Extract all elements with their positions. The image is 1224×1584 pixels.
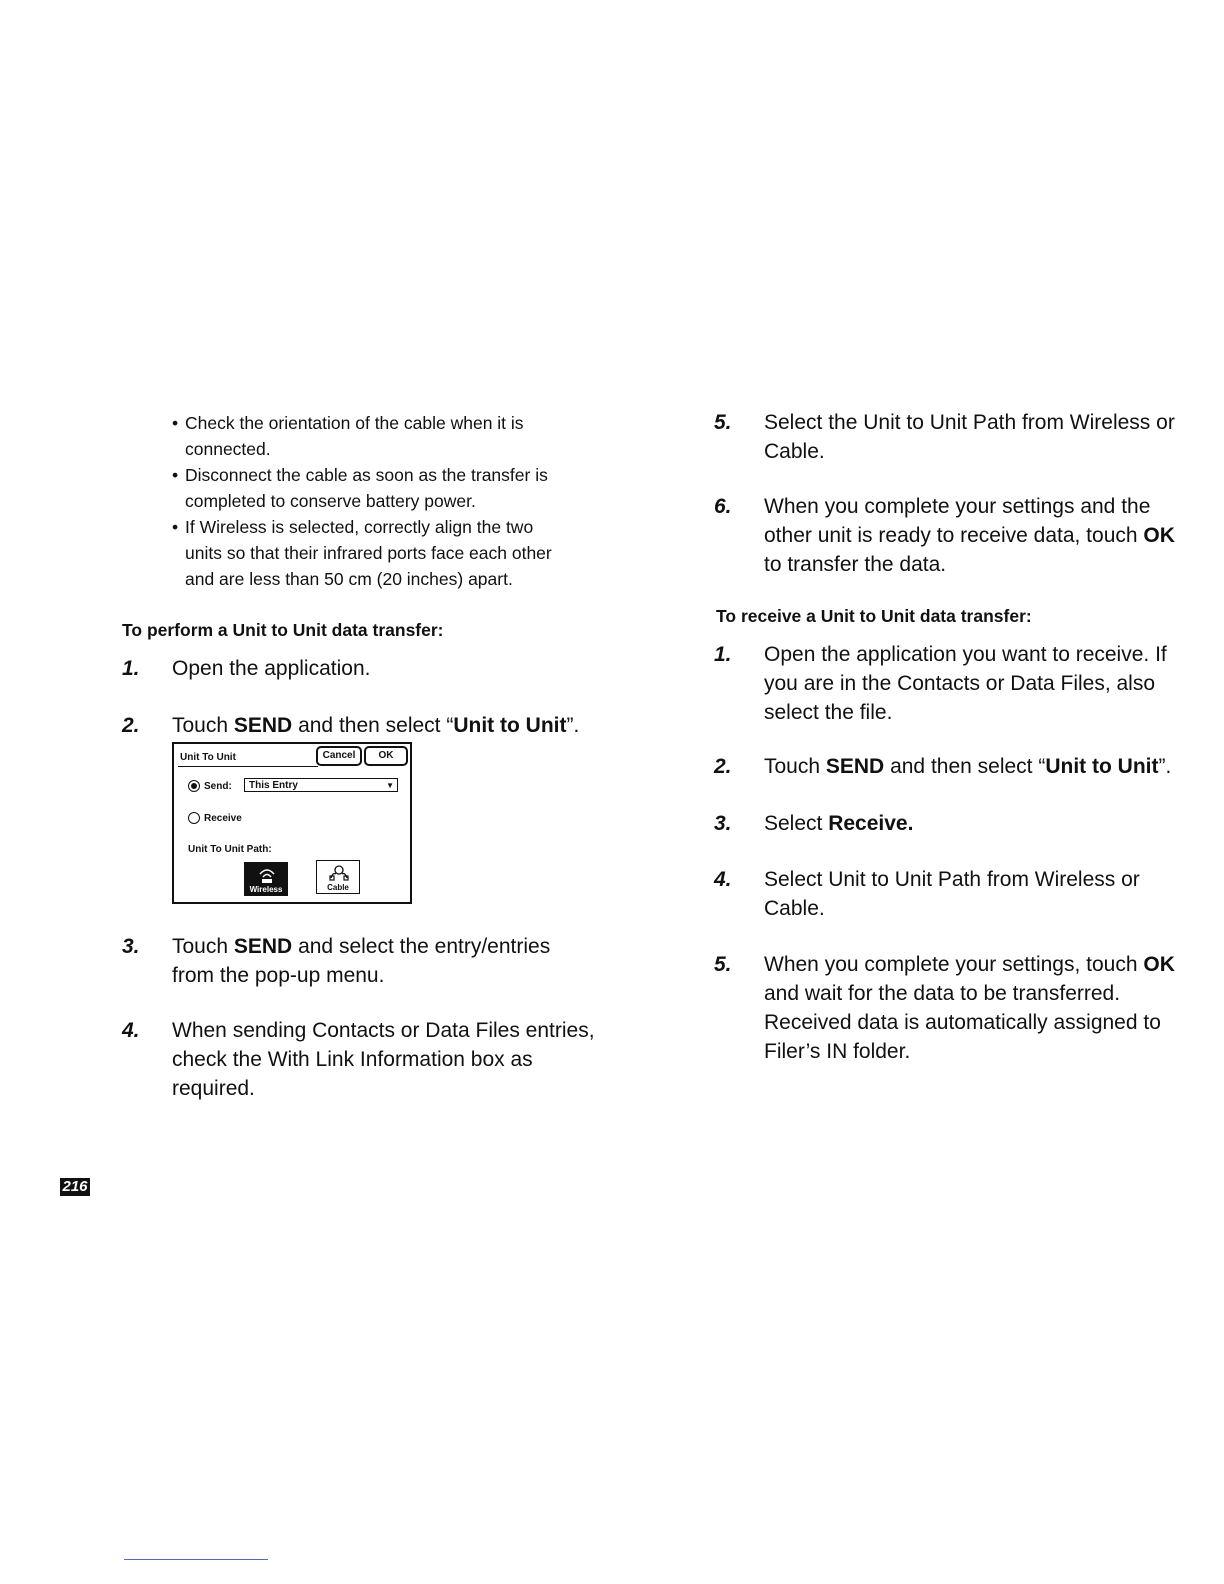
caution-bullet-list <box>172 410 612 592</box>
wireless-label: Wireless <box>249 885 283 894</box>
step-item <box>714 492 1204 582</box>
unit-to-unit-keyword: Unit to Unit <box>453 714 567 737</box>
step-text: Cable. <box>764 440 825 463</box>
step-number: 1. <box>714 643 732 666</box>
unit-to-unit-dialog <box>172 742 412 904</box>
step-item <box>714 950 1204 1070</box>
step-item <box>714 809 1204 839</box>
step-item <box>122 654 622 684</box>
step-text: Open the application you want to receive. If <box>764 643 1167 666</box>
step-text: and then select “ <box>884 755 1046 778</box>
step-number: 1. <box>122 657 140 680</box>
send-label: Send: <box>204 781 232 792</box>
bullet-item <box>172 514 612 592</box>
step-text: Cable. <box>764 897 825 920</box>
ok-button[interactable]: OK <box>364 746 408 766</box>
bullet-dot: • <box>172 517 179 537</box>
step-number: 5. <box>714 953 732 976</box>
step-text: When sending Contacts or Data Files entries, <box>172 1019 595 1042</box>
send-radio[interactable] <box>188 780 200 792</box>
wireless-path-button[interactable] <box>244 862 288 896</box>
step-item <box>122 711 622 741</box>
step-text: Select the Unit to Unit Path from Wireless or <box>764 411 1175 434</box>
step-text: check the With Link Information box as <box>172 1048 533 1071</box>
step-text: and then select “ <box>292 714 454 737</box>
send-keyword: SEND <box>233 714 293 737</box>
step-number: 3. <box>714 812 732 835</box>
cable-path-button[interactable] <box>316 860 360 894</box>
step-text: ”. <box>1158 755 1172 778</box>
step-text: When you complete your settings and the <box>764 495 1151 518</box>
step-text: ”. <box>566 714 580 737</box>
bullet-dot: • <box>172 465 179 485</box>
step-number: 4. <box>122 1019 140 1042</box>
bullet-line: completed to conserve battery power. <box>185 491 476 511</box>
page-number: 216 <box>60 1178 90 1196</box>
section-heading-receive: To receive a Unit to Unit data transfer: <box>716 606 1032 626</box>
step-text: required. <box>172 1077 255 1100</box>
step-number: 5. <box>714 411 732 434</box>
cancel-button[interactable]: Cancel <box>316 746 362 766</box>
send-select[interactable] <box>244 778 398 792</box>
bullet-line: units so that their infrared ports face each other <box>185 543 552 563</box>
step-text: select the file. <box>764 701 893 724</box>
step-text: Touch <box>172 714 234 737</box>
step-item <box>714 865 1204 925</box>
step-text: When you complete your settings, touch <box>764 953 1144 976</box>
step-number: 4. <box>714 868 732 891</box>
receive-keyword: Receive. <box>828 812 914 835</box>
receive-radio[interactable] <box>188 812 200 824</box>
step-number: 3. <box>122 935 140 958</box>
dialog-title-divider <box>178 766 318 767</box>
step-item <box>122 1016 622 1106</box>
step-item <box>122 932 622 992</box>
bullet-line: If Wireless is selected, correctly align the two <box>185 517 534 537</box>
bullet-line: Disconnect the cable as soon as the transfer is <box>185 465 548 485</box>
ok-keyword: OK <box>1143 953 1175 976</box>
receive-label: Receive <box>204 813 242 824</box>
step-number: 2. <box>122 714 140 737</box>
unit-to-unit-keyword: Unit to Unit <box>1045 755 1159 778</box>
step-text: Select <box>764 812 829 835</box>
bullet-item <box>172 462 612 514</box>
path-label: Unit To Unit Path: <box>188 844 272 855</box>
wireless-icon <box>257 866 277 884</box>
send-keyword: SEND <box>233 935 293 958</box>
step-item <box>714 640 1204 730</box>
step-item <box>714 408 1204 468</box>
step-text: and select the entry/entries <box>292 935 551 958</box>
ok-keyword: OK <box>1143 524 1175 547</box>
step-text: Open the application. <box>172 657 371 680</box>
chevron-down-icon: ▼ <box>386 781 394 790</box>
send-keyword: SEND <box>825 755 885 778</box>
step-text: Select Unit to Unit Path from Wireless or <box>764 868 1140 891</box>
section-heading-send: To perform a Unit to Unit data transfer: <box>122 620 444 640</box>
step-text: to transfer the data. <box>764 553 947 576</box>
step-text: you are in the Contacts or Data Files, also <box>764 672 1156 695</box>
bullet-line: and are less than 50 cm (20 inches) apart. <box>185 569 513 589</box>
step-text: and wait for the data to be transferred. <box>764 982 1121 1005</box>
step-item <box>714 752 1204 782</box>
bullet-line: connected. <box>185 439 271 459</box>
step-number: 6. <box>714 495 732 518</box>
step-number: 2. <box>714 755 732 778</box>
dialog-title: Unit To Unit <box>180 752 236 763</box>
step-text: from the pop-up menu. <box>172 964 385 987</box>
step-text: Touch <box>764 755 826 778</box>
bullet-item <box>172 410 612 462</box>
bullet-dot: • <box>172 413 179 433</box>
step-text: Filer’s IN folder. <box>764 1040 911 1063</box>
step-text: Touch <box>172 935 234 958</box>
send-select-value: This Entry <box>249 780 298 791</box>
step-text: Received data is automatically assigned to <box>764 1011 1161 1034</box>
bullet-line: Check the orientation of the cable when it is <box>185 413 524 433</box>
cable-icon <box>329 864 349 882</box>
footer-rule <box>124 1559 268 1560</box>
step-text: other unit is ready to receive data, touch <box>764 524 1144 547</box>
cable-label: Cable <box>327 883 349 892</box>
